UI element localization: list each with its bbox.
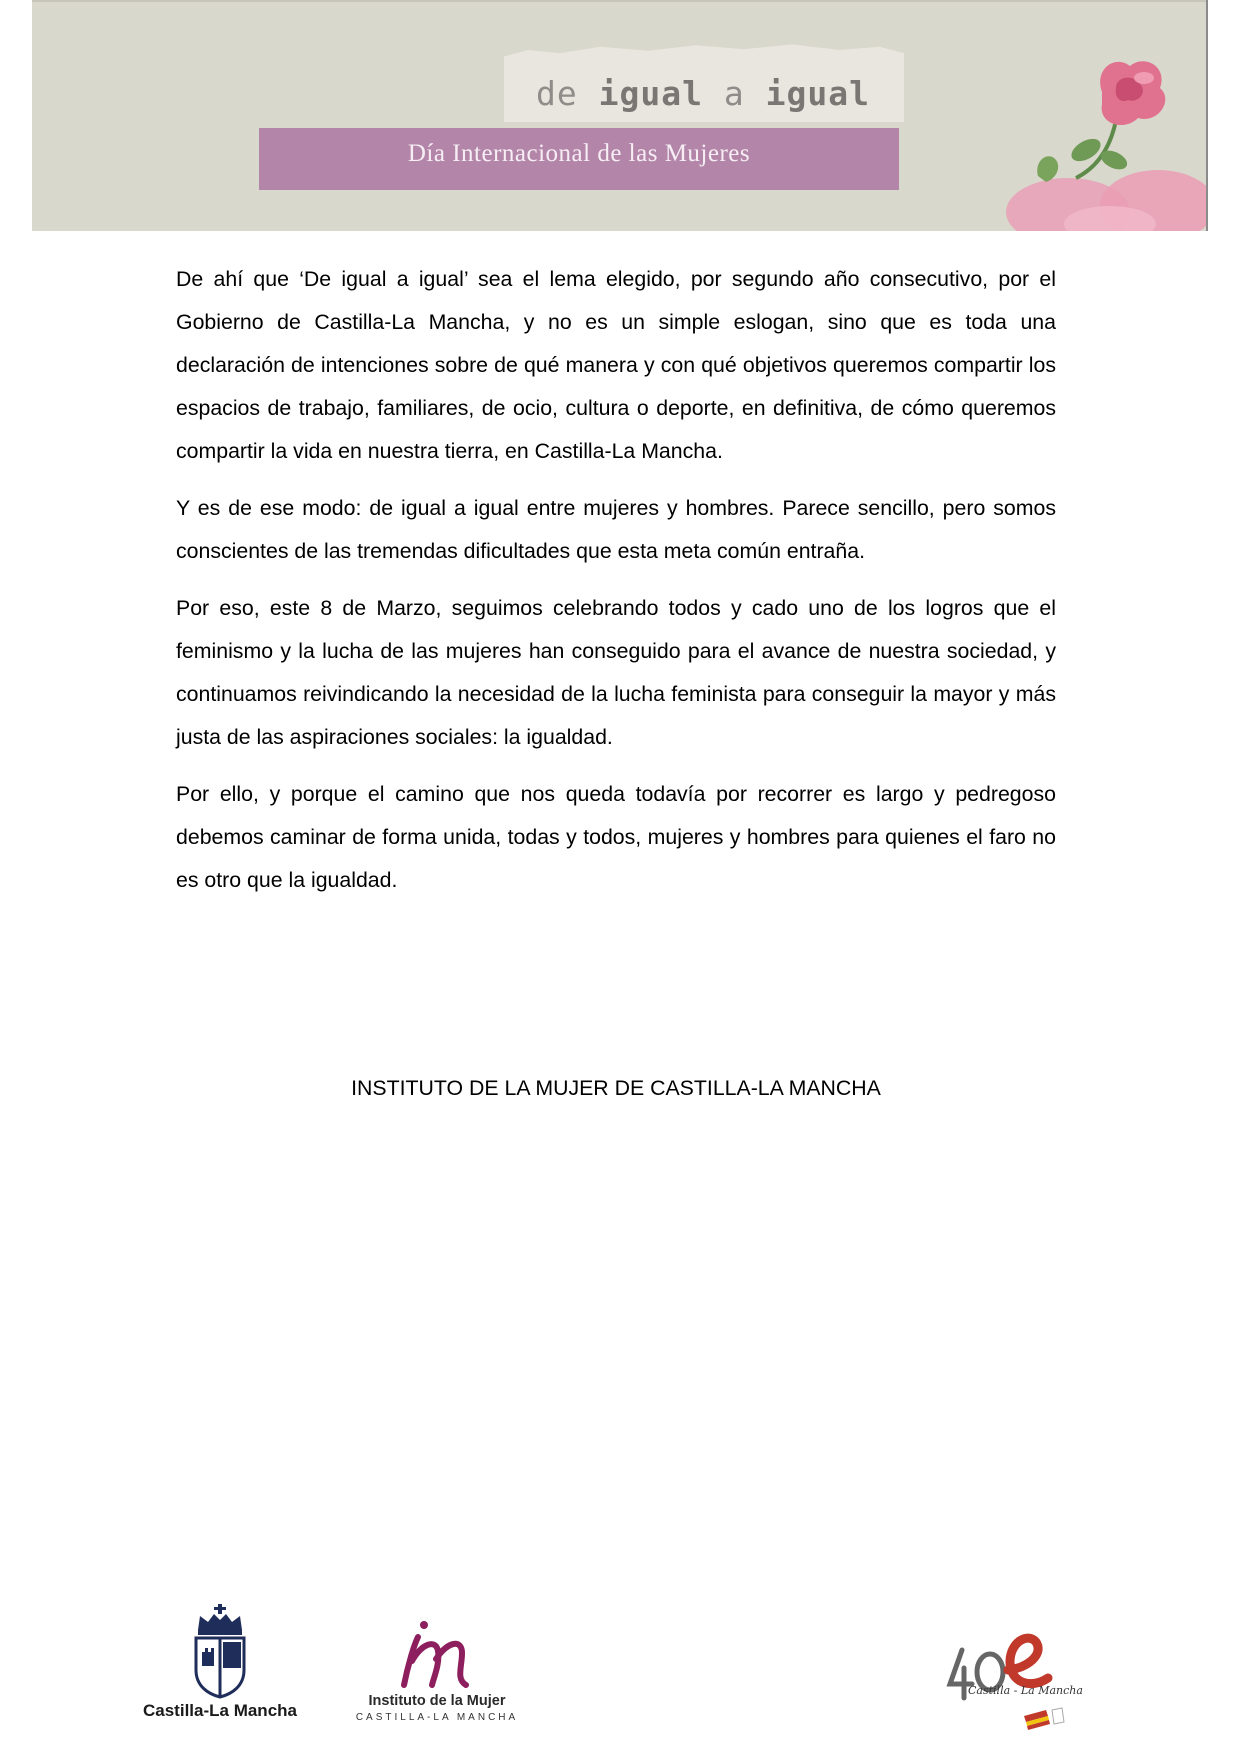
cuarenta-aniversario-label: Castilla - La Mancha (968, 1684, 1083, 1697)
instituto-mujer-sublabel: CASTILLA-LA MANCHA (355, 1712, 519, 1723)
instituto-mujer-monogram-icon (352, 1615, 522, 1693)
cuarenta-aniversario-icon (920, 1598, 1100, 1733)
crown-cross-bar (214, 1607, 226, 1610)
banner-title-emphasis: igual (598, 74, 703, 113)
castilla-la-mancha-logo (140, 1600, 300, 1730)
banner-title-middle: a (703, 74, 766, 113)
instituto-mujer-logo (352, 1615, 522, 1730)
roses-illustration (998, 0, 1208, 231)
document-body (176, 258, 1056, 916)
crown-base (198, 1630, 242, 1635)
coat-of-arms-icon (140, 1600, 300, 1700)
banner-title-suffix: igual (765, 74, 870, 113)
flag-white (1052, 1708, 1064, 1724)
red-flourish (1008, 1638, 1048, 1684)
paragraph-igual: Y es de ese modo: de igual a igual entre mujeres y hombres. Parece sencillo, pero somos conscientes de las tremendas dificultades que esta meta común entraña. (176, 496, 1056, 563)
rose-main-bloom-highlight (1134, 72, 1154, 84)
cuarenta-aniversario-logo (920, 1598, 1100, 1733)
paragraph-lema: De ahí que ‘De igual a igual’ sea el lema elegido, por segundo año consecutivo, por el Gobierno de Castilla-La Mancha, y no es un simple eslogan, sino que es toda una declaración de intenciones sobre de qué manera y con qué objetivos queremos compartir los espacios de trabajo, familiares, de ocio, cultura o deporte, en definitiva, de cómo queremos compartir la vida en nuestra tierra, en Castilla-La Mancha. (176, 267, 1056, 463)
crown-body (198, 1614, 242, 1630)
shield-field (223, 1642, 241, 1668)
banner-subtitle: Día Internacional de las Mujeres (407, 140, 751, 167)
castilla-la-mancha-label: Castilla-La Mancha (143, 1701, 297, 1720)
monogram-dot (420, 1621, 428, 1629)
banner-title-prefix: de (536, 74, 599, 113)
banner-title (508, 74, 898, 113)
header-banner (32, 0, 1208, 231)
paragraph-8-marzo: Por eso, este 8 de Marzo, seguimos celebrando todos y cado uno de los logros que el feminismo y la lucha de las mujeres han conseguido para el avance de nuestra sociedad, y continuamos reivindicando la necesidad de la lucha feminista para conseguir la mayor y más justa de las aspiraciones sociales: la igualdad. (176, 596, 1056, 749)
monogram-stroke-2 (412, 1644, 438, 1685)
paragraph-camino: Por ello, y porque el camino que nos queda todavía por recorrer es largo y pedregoso debemos caminar de forma unida, todas y todos, mujeres y hombres para quienes el faro no es otro que la igualdad. (176, 782, 1056, 892)
banner-right-rule (1206, 0, 1208, 231)
rose-bud (1037, 156, 1058, 182)
monogram-stroke-3 (436, 1644, 466, 1685)
instituto-mujer-label: Instituto de la Mujer (368, 1693, 506, 1709)
signature-institution: INSTITUTO DE LA MUJER DE CASTILLA-LA MANCHA (351, 1076, 881, 1100)
